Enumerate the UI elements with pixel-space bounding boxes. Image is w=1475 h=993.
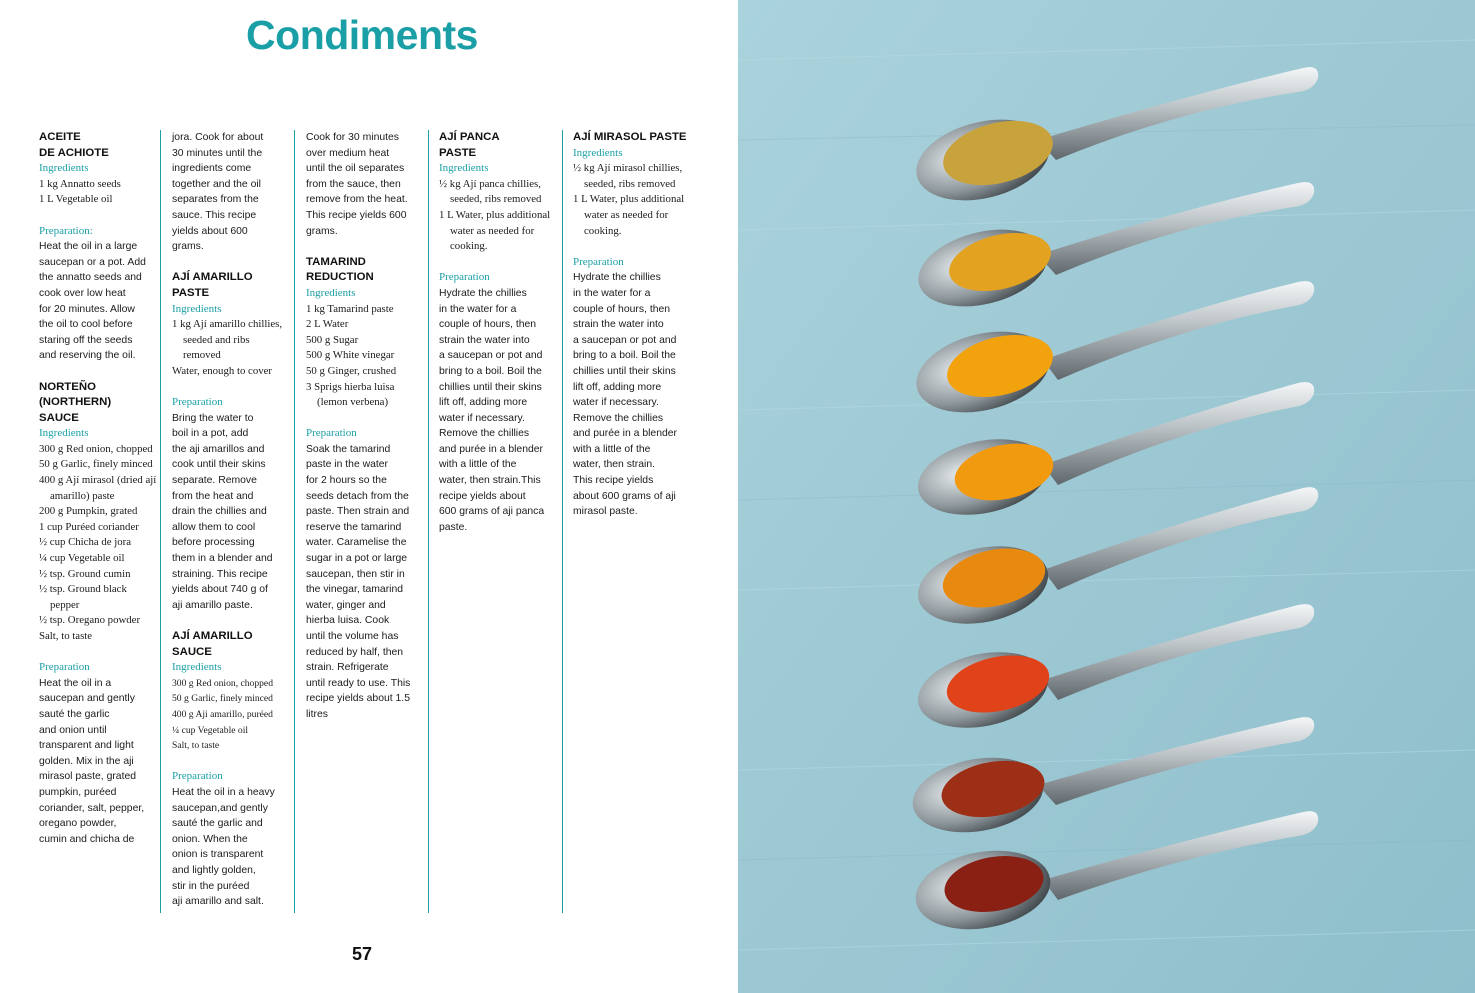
preparation-line: golden. Mix in the aji xyxy=(39,755,134,767)
preparation-line: the aji amarillos and xyxy=(172,443,265,455)
preparation-line: remove from the heat. xyxy=(306,194,408,206)
preparation-line: the vinegar, tamarind xyxy=(306,584,404,596)
recipe-title-line: REDUCTION xyxy=(306,271,374,284)
preparation-line: seeds detach from the xyxy=(306,490,409,502)
preparation-line: paste. Then strain and xyxy=(306,506,410,518)
preparation-line: reduced by half, then xyxy=(306,646,404,658)
preparation-heading: Preparation xyxy=(573,255,624,268)
preparation-line: with a little of the xyxy=(573,443,651,455)
preparation-line: yields about 600 xyxy=(172,225,248,237)
preparation-line: chillies until their skins xyxy=(573,365,676,377)
preparation-line: until ready to use. This xyxy=(306,677,411,689)
ingredient-item: 1 kg Tamarind paste xyxy=(306,302,394,315)
preparation-line: Hydrate the chillies xyxy=(439,287,527,299)
spoons-photo xyxy=(738,0,1475,993)
recipe-title-line: AJÍ AMARILLO xyxy=(172,271,253,284)
preparation-line: the annatto seeds and xyxy=(39,272,142,284)
preparation-line: Heat the oil in a xyxy=(39,677,112,689)
preparation-line: recipe yields about xyxy=(439,490,526,502)
ingredient-item: 400 g Ají mirasol (dried ají amarillo) paste xyxy=(39,474,157,502)
column-divider xyxy=(160,130,161,913)
page-title: Condiments xyxy=(246,12,478,58)
preparation-line: water, then strain. xyxy=(573,459,656,471)
recipe-title-line: (NORTHERN) xyxy=(39,396,112,409)
preparation-line: chillies until their skins xyxy=(439,381,542,393)
preparation-line: and lightly golden, xyxy=(172,864,256,876)
ingredient-item: 400 g Aji amarillo, puréed xyxy=(172,708,273,720)
ingredient-item: 300 g Red onion, chopped xyxy=(39,442,153,455)
preparation-line: Hydrate the chillies xyxy=(573,272,661,284)
ingredient-item: ¼ cup Vegetable oil xyxy=(172,724,249,736)
ingredient-item: 50 g Garlic, finely minced xyxy=(39,458,153,471)
ingredient-item: 1 L Vegetable oil xyxy=(39,193,113,206)
preparation-line: yields about 740 g of xyxy=(172,584,268,596)
ingredients-heading: Ingredients xyxy=(39,162,89,175)
preparation-line: sauté the garlic and xyxy=(172,818,263,830)
column-divider xyxy=(562,130,563,913)
preparation-line: and purée in a blender xyxy=(573,428,677,440)
ingredient-item: Water, enough to cover xyxy=(172,364,273,377)
recipe-title-line: DE ACHIOTE xyxy=(39,146,109,159)
preparation-line: them in a blender and xyxy=(172,553,273,565)
preparation-line: Heat the oil in a heavy xyxy=(172,786,275,798)
preparation-line: saucepan,and gently xyxy=(172,802,268,814)
recipe-title-line: PASTE xyxy=(172,286,210,299)
preparation-line: water if necessary. xyxy=(573,397,659,409)
ingredient-item: 500 g White vinegar xyxy=(306,349,395,362)
column-4 xyxy=(439,130,557,535)
preparation-line: and purée in a blender xyxy=(439,443,543,455)
preparation-line: bring to a boil. Boil the xyxy=(439,365,542,377)
preparation-line: This recipe yields 600 xyxy=(306,209,407,221)
preparation-line: couple of hours, then xyxy=(573,303,671,315)
ingredient-item: 50 g Ginger, crushed xyxy=(306,364,397,377)
recipe-title-line: AJÍ MIRASOL PASTE xyxy=(573,131,687,143)
preparation-line: for 20 minutes. Allow xyxy=(39,303,135,315)
preparation-line: from the sauce, then xyxy=(306,178,401,190)
preparation-line: cook until their skins xyxy=(172,459,266,471)
ingredient-item: 500 g Sugar xyxy=(306,333,359,346)
ingredient-item: 200 g Pumpkin, grated xyxy=(39,505,138,518)
column-divider xyxy=(428,130,429,913)
preparation-line: straining. This recipe xyxy=(172,568,268,580)
preparation-line: sugar in a pot or large xyxy=(306,553,408,565)
preparation-line: and onion until xyxy=(39,724,107,736)
preparation-line: jora. Cook for about xyxy=(172,132,264,143)
preparation-line: recipe yields about 1.5 xyxy=(306,693,410,705)
preparation-line: about 600 grams of aji xyxy=(573,490,676,502)
ingredient-item: ½ cup Chicha de jora xyxy=(39,536,132,549)
preparation-line: grams. xyxy=(172,241,204,253)
preparation-line: Soak the tamarind xyxy=(306,443,391,455)
ingredients-heading: Ingredients xyxy=(39,427,89,440)
ingredient-item: Salt, to taste xyxy=(172,740,220,752)
ingredients-heading: Ingredients xyxy=(306,286,356,299)
preparation-line: paste in the water xyxy=(306,459,389,471)
preparation-line: onion. When the xyxy=(172,833,248,845)
preparation-line: couple of hours, then xyxy=(439,319,537,331)
preparation-line: 600 grams of aji panca xyxy=(439,506,545,518)
preparation-line: before processing xyxy=(172,537,255,549)
preparation-line: ingredients come xyxy=(172,163,252,175)
preparation-heading: Preparation xyxy=(39,661,90,674)
ingredient-item: ½ tsp. Ground cumin xyxy=(39,567,131,580)
preparation-line: stir in the puréed xyxy=(172,880,250,892)
preparation-line: grams. xyxy=(306,225,338,237)
column-3 xyxy=(306,130,424,723)
preparation-line: boil in a pot, add xyxy=(172,428,249,440)
ingredient-item: ¼ cup Vegetable oil xyxy=(39,552,125,565)
preparation-line: lift off, adding more xyxy=(439,397,528,409)
preparation-line: and reserving the oil. xyxy=(39,350,136,362)
ingredient-item: 1 L Water, plus additional water as needed for cooking. xyxy=(573,193,685,237)
ingredient-item: 300 g Red onion, chopped xyxy=(172,677,273,689)
preparation-line: separates from the xyxy=(172,194,259,206)
column-divider xyxy=(294,130,295,913)
column-2 xyxy=(172,130,290,910)
preparation-line: water, then strain.This xyxy=(439,475,541,487)
preparation-line: saucepan or a pot. Add xyxy=(39,256,146,268)
preparation-line: paste. xyxy=(439,521,468,533)
preparation-line: Heat the oil in a large xyxy=(39,241,138,253)
ingredient-item: ½ tsp. Ground black pepper xyxy=(39,583,127,611)
preparation-line: reserve the tamarind xyxy=(306,521,402,533)
preparation-line: water if necessary. xyxy=(439,412,525,424)
column-1 xyxy=(39,130,157,847)
preparation-line: in the water for a xyxy=(439,303,517,315)
preparation-line: 30 minutes until the xyxy=(172,147,263,159)
preparation-line: saucepan, then stir in xyxy=(306,568,405,580)
ingredient-item: 2 L Water xyxy=(306,318,349,331)
preparation-line: the oil to cool before xyxy=(39,319,133,331)
preparation-line: mirasol paste, grated xyxy=(39,771,137,783)
recipe-title-line: PASTE xyxy=(439,146,477,159)
ingredient-item: Salt, to taste xyxy=(39,630,93,642)
preparation-line: sauce. This recipe xyxy=(172,209,257,221)
ingredient-item: ½ tsp. Oregano powder xyxy=(39,614,141,627)
preparation-line: onion is transparent xyxy=(172,849,264,861)
preparation-line: together and the oil xyxy=(172,178,261,190)
preparation-line: over medium heat xyxy=(306,147,390,159)
preparation-line: sauté the garlic xyxy=(39,708,110,720)
preparation-line: litres xyxy=(306,708,328,720)
preparation-heading: Preparation xyxy=(439,271,490,284)
ingredient-item: 1 kg Annatto seeds xyxy=(39,177,121,190)
preparation-line: separate. Remove xyxy=(172,475,257,487)
recipe-title-line: ACEITE xyxy=(39,131,81,143)
preparation-line: strain the water into xyxy=(573,319,664,331)
preparation-line: strain. Refrigerate xyxy=(306,662,389,674)
preparation-line: transparent and light xyxy=(39,740,134,752)
recipe-title-line: SAUCE xyxy=(39,411,79,424)
ingredients-heading: Ingredients xyxy=(172,661,222,674)
preparation-line: aji amarillo and salt. xyxy=(172,896,264,908)
ingredient-item: 1 kg Ají amarillo chillies, seeded and ribs removed xyxy=(172,318,283,362)
ingredients-heading: Ingredients xyxy=(439,162,489,175)
preparation-line: aji amarillo paste. xyxy=(172,599,253,611)
preparation-line: until the volume has xyxy=(306,631,399,642)
preparation-line: drain the chillies and xyxy=(172,506,267,518)
preparation-line: until the oil separates xyxy=(306,163,405,175)
preparation-line: Bring the water to xyxy=(172,412,254,424)
preparation-line: in the water for a xyxy=(573,287,651,299)
recipe-title-line: TAMARIND xyxy=(306,255,366,268)
preparation-line: a saucepan or pot and xyxy=(439,350,543,362)
preparation-line: This recipe yields xyxy=(573,475,654,487)
recipe-title-line: AJÍ PANCA xyxy=(439,131,500,143)
preparation-line: staring off the seeds xyxy=(39,334,133,346)
preparation-line: for 2 hours so the xyxy=(306,475,387,487)
preparation-line: water. Caramelise the xyxy=(306,537,407,549)
preparation-line: bring to a boil. Boil the xyxy=(573,350,676,362)
ingredient-item: 50 g Garlic, finely minced xyxy=(172,693,273,705)
ingredients-heading: Ingredients xyxy=(172,302,222,315)
ingredients-heading: Ingredients xyxy=(573,146,623,159)
ingredient-item: ½ kg Ají panca chillies, seeded, ribs removed xyxy=(439,177,542,206)
preparation-heading: Preparation xyxy=(306,427,357,440)
preparation-line: oregano powder, xyxy=(39,818,117,830)
preparation-line: pumpkin, puréed xyxy=(39,786,117,798)
preparation-line: Cook for 30 minutes xyxy=(306,132,399,143)
preparation-line: allow them to cool xyxy=(172,521,256,533)
preparation-line: cumin and chicha de xyxy=(39,833,135,845)
recipe-title-line: AJÍ AMARILLO xyxy=(172,630,253,642)
preparation-line: Remove the chillies xyxy=(439,428,530,440)
ingredient-item: ½ kg Ají mirasol chillies, seeded, ribs removed xyxy=(573,162,683,190)
preparation-heading: Preparation: xyxy=(39,224,93,237)
preparation-line: cook over low heat xyxy=(39,287,126,299)
ingredient-item: 1 cup Puréed coriander xyxy=(39,520,139,533)
preparation-line: Remove the chillies xyxy=(573,412,664,424)
preparation-line: from the heat and xyxy=(172,490,254,502)
preparation-line: water, ginger and xyxy=(306,599,386,611)
preparation-line: strain the water into xyxy=(439,334,530,346)
preparation-line: mirasol paste. xyxy=(573,506,638,518)
recipe-title-line: SAUCE xyxy=(172,645,212,658)
preparation-line: hierba luisa. Cook xyxy=(306,615,390,627)
preparation-line: a saucepan or pot and xyxy=(573,334,677,346)
column-5 xyxy=(573,130,695,520)
preparation-heading: Preparation xyxy=(172,396,223,409)
ingredient-item: 3 Sprigs hierba luisa (lemon verbena) xyxy=(306,380,395,409)
preparation-line: lift off, adding more xyxy=(573,381,662,393)
preparation-line: with a little of the xyxy=(439,459,517,471)
recipe-title-line: NORTEÑO xyxy=(39,380,96,393)
ingredient-item: 1 L Water, plus additional water as needed for cooking. xyxy=(439,208,551,253)
preparation-line: coriander, salt, pepper, xyxy=(39,802,145,814)
preparation-line: saucepan and gently xyxy=(39,693,135,705)
page-number: 57 xyxy=(351,944,373,964)
preparation-heading: Preparation xyxy=(172,770,223,783)
